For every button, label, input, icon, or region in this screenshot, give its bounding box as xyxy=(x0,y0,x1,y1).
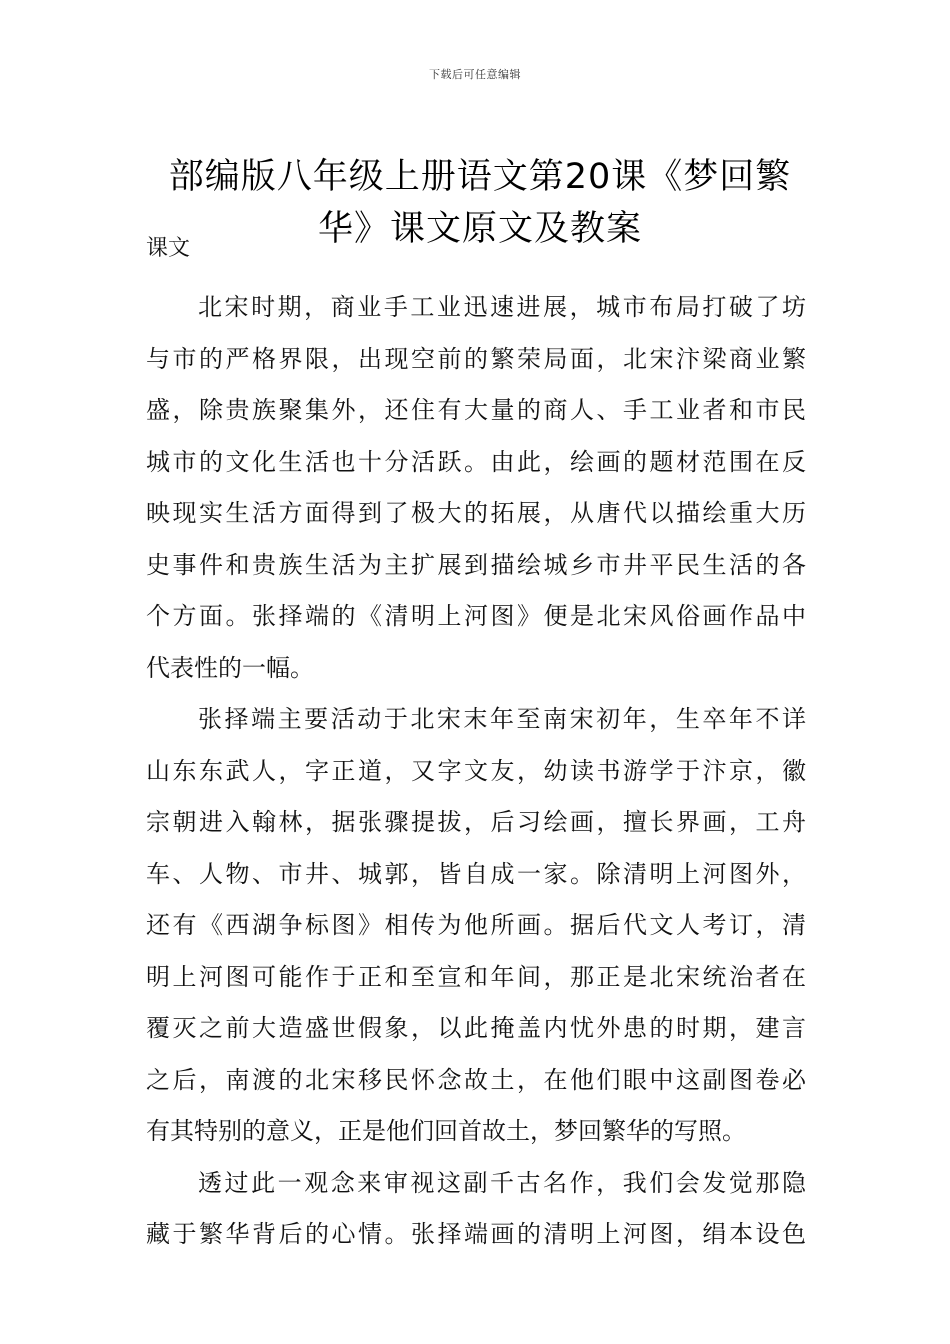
text-line: 透过此一观念来审视这副千古名作，我们会发觉那隐 xyxy=(198,1168,806,1197)
text-line: 覆灭之前大造盛世假象，以此掩盖内忧外患的时期，建言 xyxy=(146,1014,806,1042)
paragraph-2 xyxy=(146,694,806,1158)
text-line: 映现实生活方面得到了极大的拓展，从唐代以描绘重大历 xyxy=(146,499,806,527)
text-line: 与市的严格界限，出现空前的繁荣局面，北宋汴梁商业繁 xyxy=(146,344,806,373)
section-label: 课文 xyxy=(146,236,191,261)
text-line: 史事件和贵族生活为主扩展到描绘城乡市井平民生活的各 xyxy=(146,550,806,579)
text-line: 北宋时期，商业手工业迅速进展，城市布局打破了坊 xyxy=(198,293,806,321)
text-line: 车、人物、市井、城郭，皆自成一家。除清明上河图外， xyxy=(146,859,806,888)
text-line: 之后，南渡的北宋移民怀念故土，在他们眼中这副图卷必 xyxy=(146,1065,806,1094)
text-line: 个方面。张择端的《清明上河图》便是北宋风俗画作品中 xyxy=(146,602,806,630)
document-body xyxy=(146,282,806,1261)
paragraph-1 xyxy=(146,282,806,694)
text-line: 山东东武人，字正道，又字文友，幼读书游学于汴京，徽 xyxy=(146,756,806,785)
title-line-1: 部编版八年级上册语文第20课《梦回繁 xyxy=(168,157,792,198)
text-line: 有其特别的意义，正是他们回首故土，梦回繁华的写照。 xyxy=(146,1117,746,1145)
text-line: 张择端主要活动于北宋末年至南宋初年，生卒年不详 xyxy=(198,705,806,733)
text-line: 还有《西湖争标图》相传为他所画。据后代文人考订，清 xyxy=(146,911,806,939)
text-line: 城市的文化生活也十分活跃。由此，绘画的题材范围在反 xyxy=(146,447,806,476)
text-line: 盛，除贵族聚集外，还住有大量的商人、手工业者和市民 xyxy=(146,396,806,424)
header-note: 下载后可任意编辑 xyxy=(429,68,521,81)
title-line-2: 华》课文原文及教案 xyxy=(317,209,642,250)
text-line: 代表性的一幅。 xyxy=(146,653,314,682)
text-line: 藏于繁华背后的心情。张择端画的清明上河图，绢本设色 xyxy=(146,1220,806,1248)
document-title xyxy=(150,151,810,255)
paragraph-3 xyxy=(146,1158,806,1261)
text-line: 明上河图可能作于正和至宣和年间，那正是北宋统治者在 xyxy=(146,962,806,991)
text-line: 宗朝进入翰林，据张骤提拔，后习绘画，擅长界画，工舟 xyxy=(146,808,806,836)
